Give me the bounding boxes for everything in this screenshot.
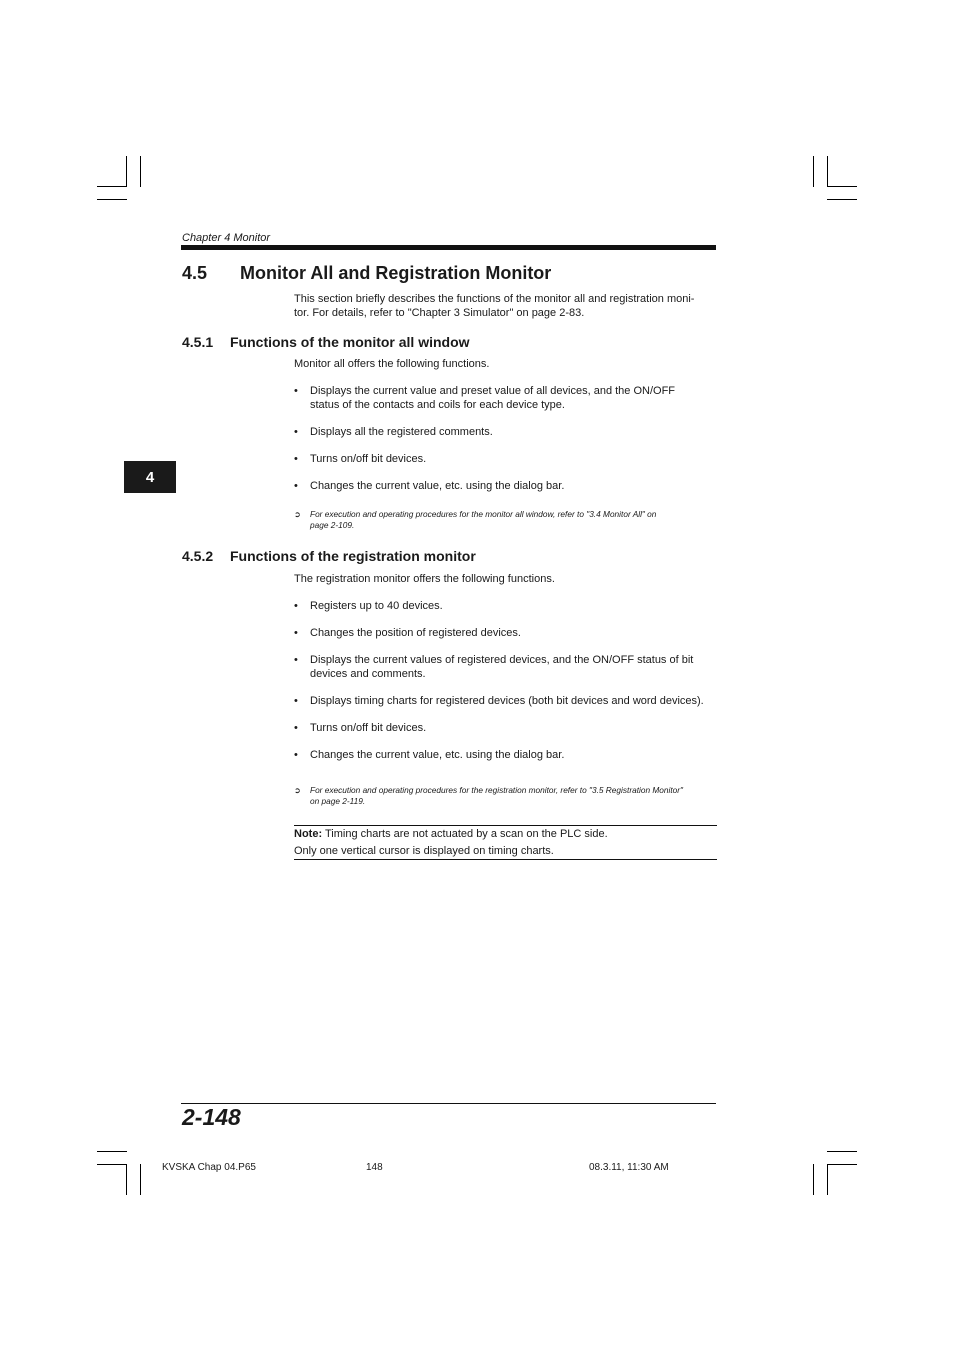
note-top-rule [294,825,717,826]
bullet-icon: • [294,385,298,397]
note-bottom-rule [294,859,717,860]
note-line2: Only one vertical cursor is displayed on timing charts. [294,845,554,857]
bullet-icon: • [294,722,298,734]
subsection-2-number: 4.5.2 [182,548,214,564]
note-label: Note: [294,828,323,840]
crop-mark [97,186,127,187]
crop-mark [827,186,857,187]
running-header: Chapter 4 Monitor [182,232,271,244]
crop-mark [126,1164,127,1195]
reference-arrow-icon: ➲ [294,510,301,519]
bullet-icon: • [294,453,298,465]
bullet-icon: • [294,480,298,492]
crop-mark [97,1164,127,1165]
bullet-icon: • [294,600,298,612]
crop-mark [140,156,141,187]
bullet-icon: • [294,654,298,666]
list-item: Turns on/off bit devices. [310,453,427,465]
reference-note-line1: For execution and operating procedures for the registration monitor, refer to "3.5 Registration Monitor" [310,785,683,795]
subsection-1-title: Functions of the monitor all window [230,334,470,350]
reference-note-line2: on page 2-119. [310,796,366,806]
header-rule [181,245,716,250]
section-number: 4.5 [182,263,208,283]
footer-page: 148 [366,1162,383,1173]
reference-note-line2: page 2-109. [310,520,355,530]
list-item: Displays timing charts for registered devices (both bit devices and word devices). [310,695,704,707]
subsection-2-title: Functions of the registration monitor [230,548,476,564]
footer-file: KVSKA Chap 04.P65 [162,1162,256,1173]
section-title: Monitor All and Registration Monitor [240,263,552,283]
list-item: Changes the position of registered devices. [310,627,521,639]
list-item: Changes the current value, etc. using the dialog bar. [310,480,565,492]
page-number: 2-148 [182,1104,241,1130]
section-intro-line1: This section briefly describes the functions of the monitor all and registration moni- [294,293,695,305]
note-text: Timing charts are not actuated by a scan on the PLC side. [322,828,608,840]
crop-mark [97,199,127,200]
bullet-icon: • [294,426,298,438]
chapter-tab: 4 [124,461,176,493]
subsection-1-lead: Monitor all offers the following functions. [294,358,490,370]
crop-mark [827,1164,828,1195]
reference-note-line1: For execution and operating procedures for the monitor all window, refer to "3.4 Monitor All" on [310,509,657,519]
crop-mark [140,1164,141,1195]
bullet-icon: • [294,695,298,707]
subsection-1-number: 4.5.1 [182,334,214,350]
crop-mark [813,156,814,187]
list-item: Displays the current values of registered devices, and the ON/OFF status of bit [310,654,694,666]
crop-mark [813,1164,814,1195]
section-intro-line2: tor. For details, refer to "Chapter 3 Simulator" on page 2-83. [294,307,585,319]
crop-mark [827,156,828,187]
crop-mark [827,1151,857,1152]
list-item: Changes the current value, etc. using the dialog bar. [310,749,565,761]
subsection-2-lead: The registration monitor offers the following functions. [294,573,555,585]
crop-mark [827,199,857,200]
crop-mark [97,1151,127,1152]
crop-mark [827,1164,857,1165]
bullet-icon: • [294,627,298,639]
footer-rule [181,1103,716,1104]
list-item: Displays the current value and preset value of all devices, and the ON/OFF [310,385,676,397]
list-item: Registers up to 40 devices. [310,600,443,612]
crop-mark [126,156,127,187]
bullet-icon: • [294,749,298,761]
list-item: Turns on/off bit devices. [310,722,427,734]
list-item: Displays all the registered comments. [310,426,493,438]
footer-timestamp: 08.3.11, 11:30 AM [589,1162,669,1173]
note-line1 [294,827,608,841]
reference-arrow-icon: ➲ [294,786,301,795]
list-item: devices and comments. [310,668,426,680]
list-item: status of the contacts and coils for each device type. [310,399,565,411]
